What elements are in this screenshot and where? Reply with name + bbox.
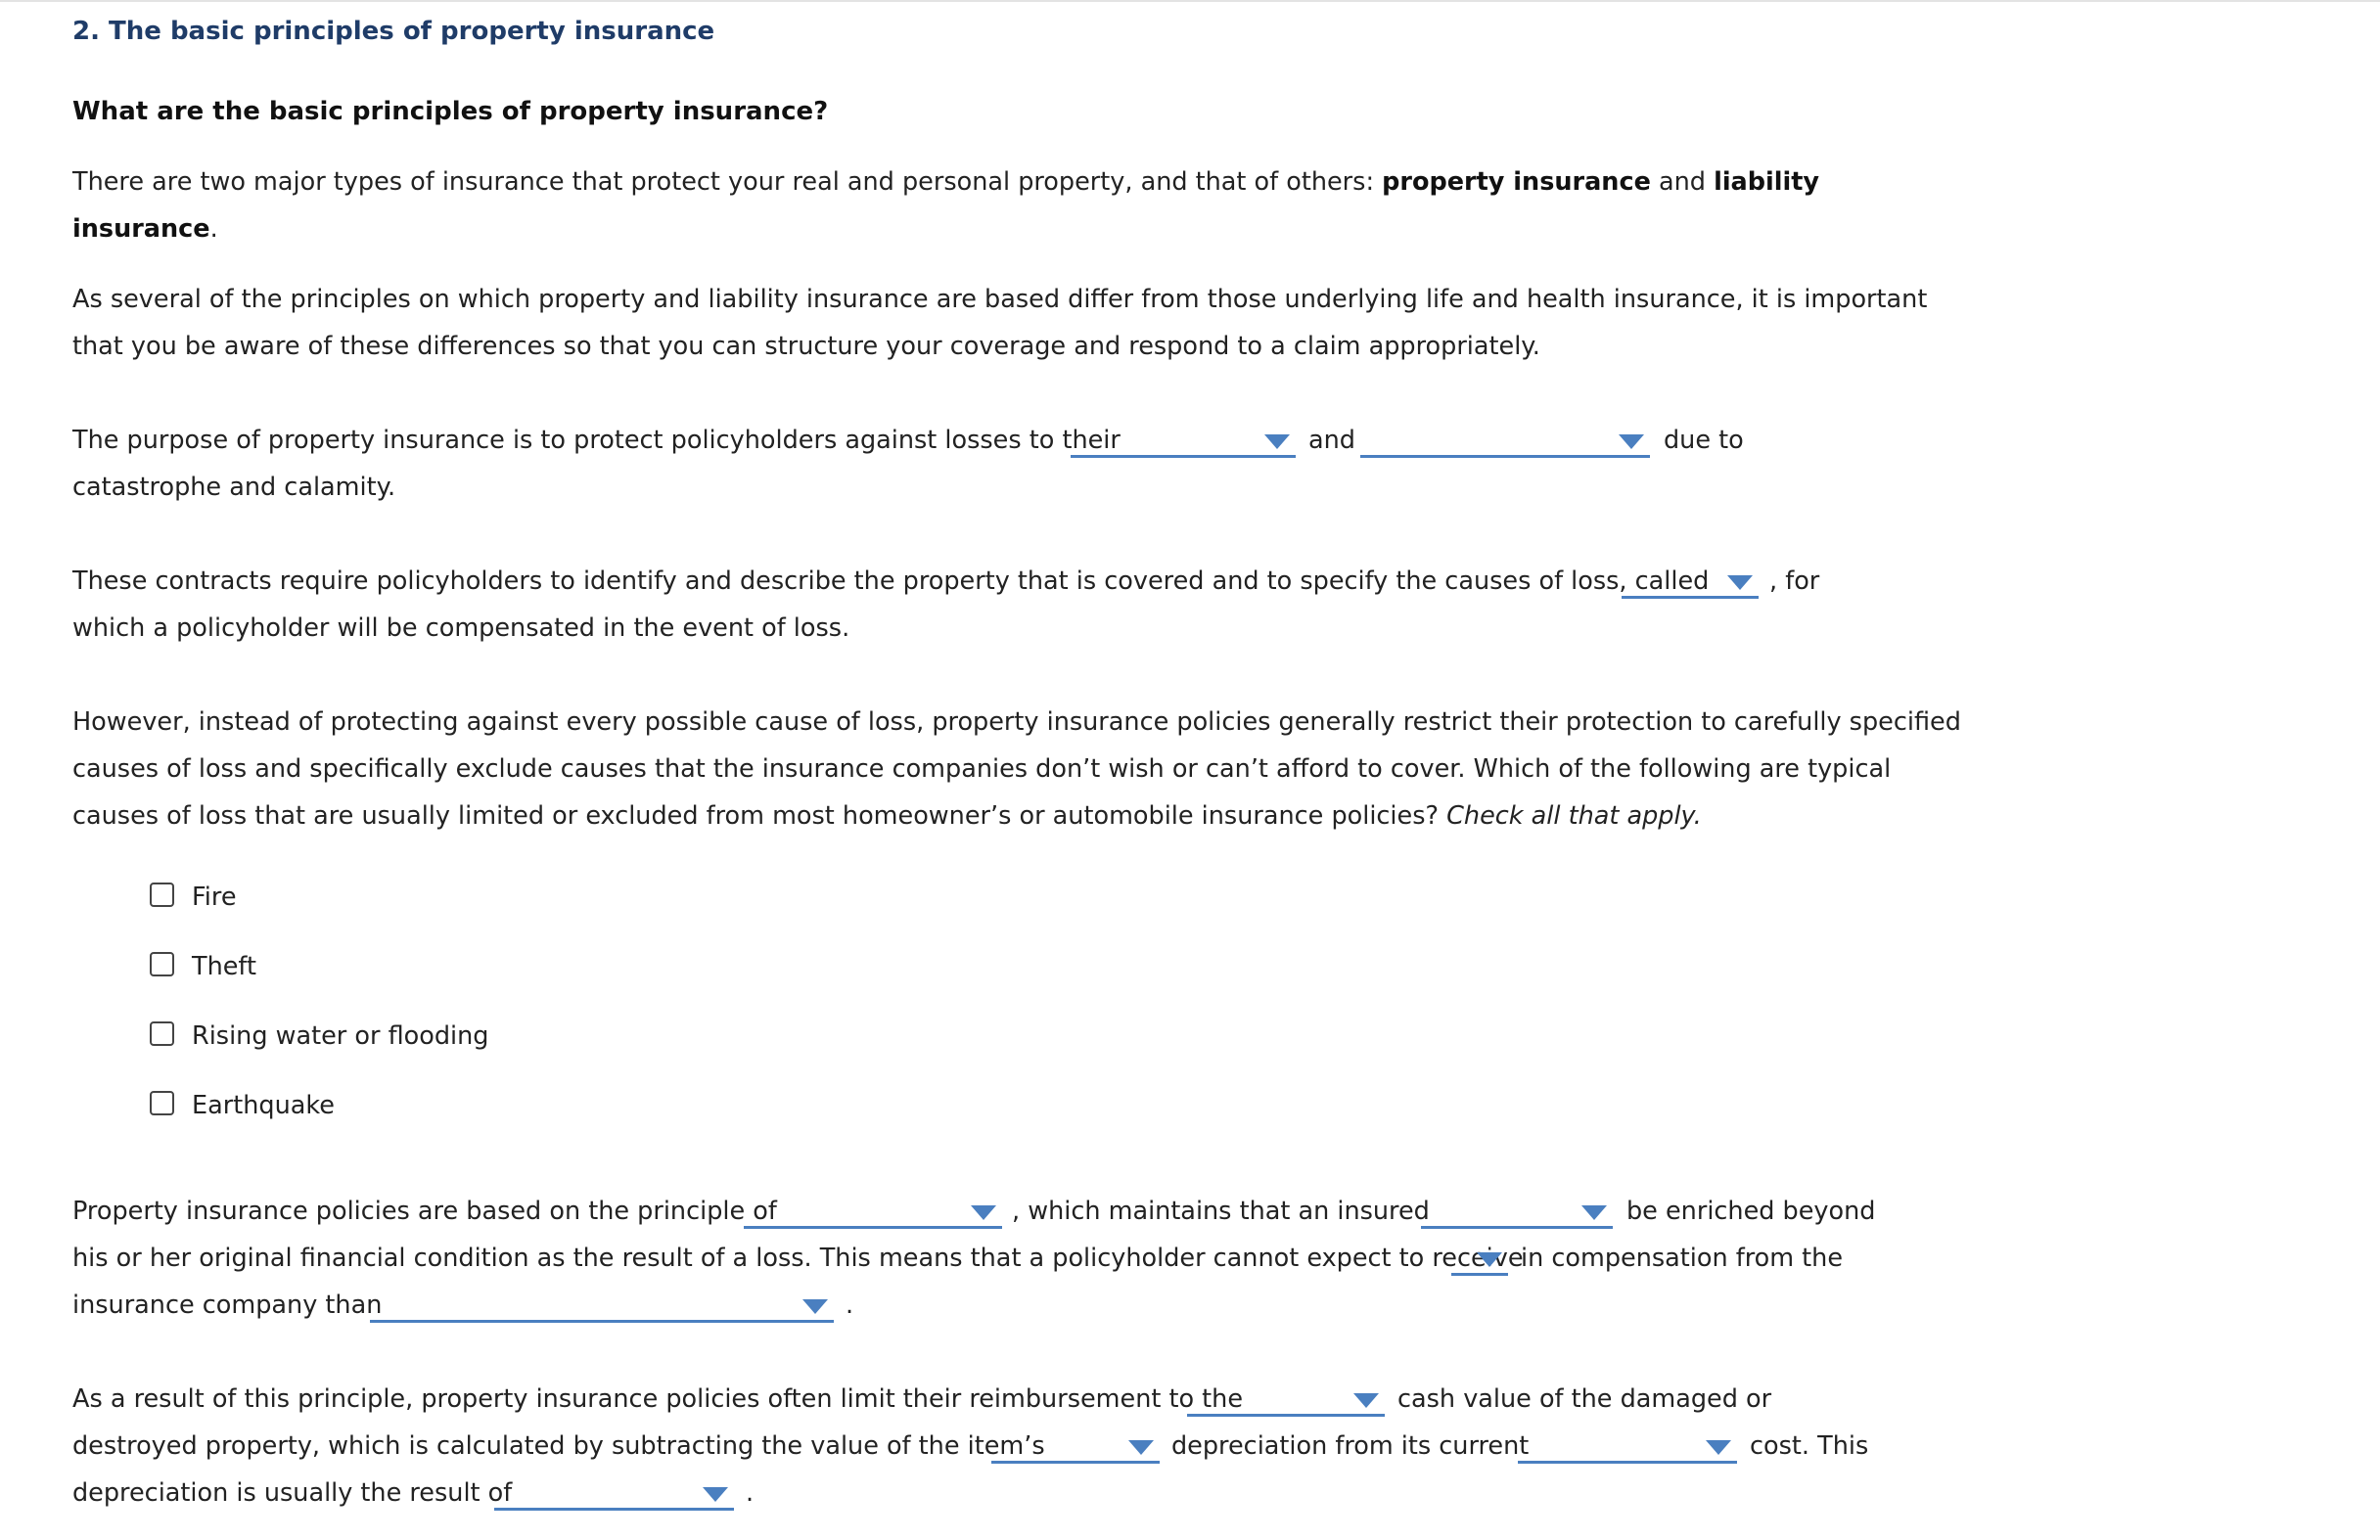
insured-dropdown[interactable] (1421, 1194, 1613, 1229)
result-line-3-end: . (746, 1478, 755, 1508)
principle-dropdown[interactable] (744, 1194, 1002, 1229)
perils-dropdown[interactable] (1622, 564, 1759, 599)
question-heading: What are the basic principles of property insurance? (72, 97, 829, 126)
principle-text-1: Property insurance policies are based on the principle of (72, 1197, 777, 1226)
principle-text-2: , which maintains that an insured (1012, 1197, 1430, 1226)
chevron-down-icon (1128, 1440, 1154, 1455)
principle-line-3-end: . (846, 1291, 854, 1320)
result-line-2-text-2: depreciation from its current (1171, 1431, 1530, 1461)
purpose-text-3: due to (1664, 426, 1744, 455)
instruction-italic: Check all that apply. (1446, 801, 1702, 831)
chevron-down-icon (1706, 1440, 1731, 1455)
checkbox-theft[interactable] (150, 952, 174, 976)
checkbox-label-theft[interactable]: Theft (192, 952, 256, 981)
chevron-down-icon (802, 1299, 828, 1314)
contracts-text-2: , for (1769, 566, 1820, 596)
purpose-dropdown-1[interactable] (1071, 423, 1296, 458)
compensation-dropdown[interactable] (1451, 1241, 1508, 1276)
chevron-down-icon (1581, 1205, 1607, 1220)
term-liability: liability (1714, 167, 1820, 197)
contracts-text-1: These contracts require policyholders to identify and describe the property that is covered and to specify the causes of loss, called (72, 566, 1710, 596)
intro-line-2: insurance. (72, 214, 218, 244)
contracts-line-2: which a policyholder will be compensated in the event of loss. (72, 613, 850, 643)
chevron-down-icon (1477, 1252, 1502, 1267)
chevron-down-icon (971, 1205, 996, 1220)
top-divider (0, 0, 2380, 2)
chevron-down-icon (1353, 1393, 1379, 1408)
checkbox-label-earthquake[interactable]: Earthquake (192, 1091, 335, 1120)
principle-line-2-text-1: his or her original financial condition as the result of a loss. This means that a policyholder cannot expect to receive (72, 1244, 1524, 1273)
depreciation-dropdown[interactable] (991, 1428, 1160, 1464)
purpose-dropdown-2[interactable] (1360, 423, 1650, 458)
current-cost-dropdown[interactable] (1518, 1428, 1737, 1464)
however-line-3: causes of loss that are usually limited or excluded from most homeowner’s or automobile insurance policies? Check all that apply. (72, 801, 1702, 831)
checkbox-label-fire[interactable]: Fire (192, 883, 237, 912)
checkbox-earthquake[interactable] (150, 1091, 174, 1115)
however-line-1: However, instead of protecting against every possible cause of loss, property insurance policies generally restrict their protection to carefully specified (72, 707, 1961, 737)
result-text-2: cash value of the damaged or (1397, 1384, 1772, 1414)
purpose-text-2: and (1308, 426, 1355, 455)
principle-line-3-text-1: insurance company than (72, 1291, 383, 1320)
result-text-1: As a result of this principle, property insurance policies often limit their reimbursement to the (72, 1384, 1244, 1414)
insurance-company-dropdown[interactable] (370, 1288, 834, 1323)
principle-line-2-text-2: in compensation from the (1521, 1244, 1844, 1273)
page-title: 2. The basic principles of property insurance (72, 17, 715, 46)
checkbox-label-flooding[interactable]: Rising water or flooding (192, 1021, 489, 1051)
chevron-down-icon (1727, 575, 1753, 590)
checkbox-flooding[interactable] (150, 1021, 174, 1046)
result-line-3-text-1: depreciation is usually the result of (72, 1478, 513, 1508)
result-line-2-text-1: destroyed property, which is calculated by subtracting the value of the item’s (72, 1431, 1045, 1461)
chevron-down-icon (1619, 434, 1644, 449)
chevron-down-icon (1264, 434, 1290, 449)
depreciation-cause-dropdown[interactable] (494, 1475, 734, 1511)
principle-text-3: be enriched beyond (1626, 1197, 1876, 1226)
term-property-insurance: property insurance (1382, 167, 1651, 197)
para2-line-2: that you be aware of these differences so that you can structure your coverage and respond to a claim appropriately. (72, 332, 1540, 361)
chevron-down-icon (703, 1487, 728, 1502)
para2-line-1: As several of the principles on which property and liability insurance are based differ from those underlying life and health insurance, it is important (72, 285, 1928, 314)
purpose-text-1: The purpose of property insurance is to protect policyholders against losses to their (72, 426, 1121, 455)
purpose-line-2: catastrophe and calamity. (72, 473, 396, 502)
cash-value-dropdown[interactable] (1187, 1381, 1385, 1417)
intro-line-1: There are two major types of insurance that protect your real and personal property, and that of others: property insurance and liability (72, 167, 1820, 197)
result-line-2-text-3: cost. This (1750, 1431, 1869, 1461)
term-insurance: insurance (72, 214, 210, 244)
checkbox-fire[interactable] (150, 883, 174, 907)
however-line-2: causes of loss and specifically exclude causes that the insurance companies don’t wish or can’t afford to cover. Which of the following are typical (72, 754, 1892, 784)
